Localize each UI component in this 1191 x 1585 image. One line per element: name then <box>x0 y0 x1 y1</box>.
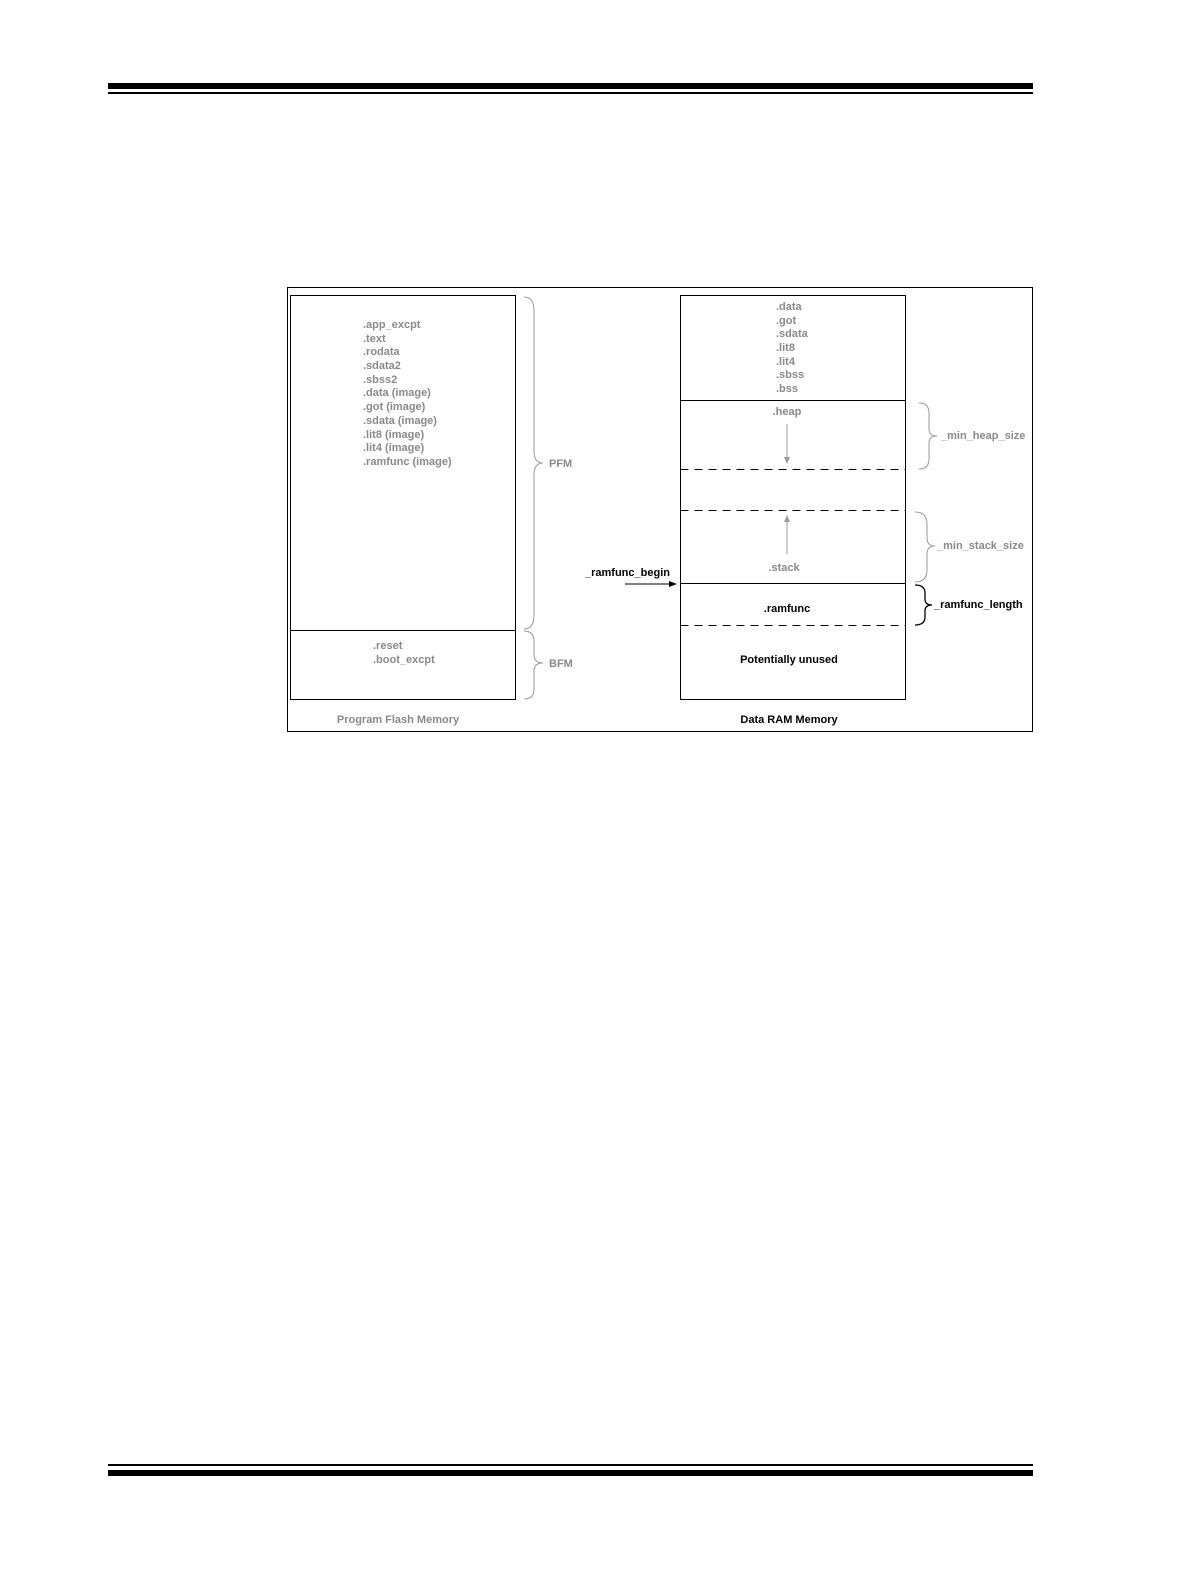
pfm-section: .app_excpt <box>363 319 421 331</box>
ram-data-section: .data <box>776 301 802 313</box>
bfm-brace-label: BFM <box>549 658 573 670</box>
pfm-section: .text <box>363 333 386 345</box>
ram-data-section: .sbss <box>776 369 805 381</box>
min-stack-size-brace <box>915 512 935 582</box>
pfm-section: .sdata (image) <box>363 415 437 427</box>
stack-label: .stack <box>768 562 800 574</box>
bottom-rule-thin <box>108 1464 1033 1466</box>
memory-map-figure <box>287 287 1033 732</box>
pfm-section: .sdata2 <box>363 360 401 372</box>
top-rule-thick <box>108 83 1033 89</box>
ramfunc-begin-arrow <box>625 581 677 587</box>
bfm-brace <box>524 631 543 699</box>
top-rule-thin <box>108 92 1033 94</box>
ram-data-section: .got <box>776 315 797 327</box>
bfm-section: .reset <box>373 640 403 652</box>
program-flash-memory <box>291 296 573 727</box>
bfm-section: .boot_excpt <box>373 654 435 666</box>
pfm-brace <box>524 297 543 629</box>
unused-label: Potentially unused <box>740 654 838 666</box>
pfm-section: .lit8 (image) <box>363 429 425 441</box>
pfm-brace-label: PFM <box>549 458 573 470</box>
ramfunc-begin-label: _ramfunc_begin <box>585 567 670 579</box>
ram-caption: Data RAM Memory <box>740 714 838 726</box>
pfm-caption: Program Flash Memory <box>336 714 460 726</box>
pfm-section: .data (image) <box>363 387 431 399</box>
ramfunc-label: .ramfunc <box>763 603 811 615</box>
pfm-section: .sbss2 <box>363 374 398 386</box>
pfm-section: .lit4 (image) <box>363 442 425 454</box>
stack-growth-arrow <box>784 515 790 554</box>
ram-data-section: .lit4 <box>776 356 795 368</box>
data-ram-memory <box>584 296 1025 727</box>
pfm-section-list <box>363 319 452 468</box>
min-heap-size-label: _min_heap_size <box>941 430 1026 442</box>
ramfunc-length-brace <box>915 585 932 625</box>
pfm-section: .got (image) <box>363 401 426 413</box>
bottom-rule-thick <box>108 1470 1033 1476</box>
min-stack-size-label: _min_stack_size <box>937 540 1024 552</box>
ram-data-section-list <box>776 301 809 395</box>
pfm-section: .rodata <box>363 346 400 358</box>
ram-data-section: .bss <box>776 383 799 395</box>
ram-data-section: .lit8 <box>776 342 795 354</box>
ramfunc-length-label: _ramfunc_length <box>934 599 1023 611</box>
min-heap-size-brace <box>919 403 937 469</box>
bfm-section-list <box>373 640 435 666</box>
ram-data-section: .sdata <box>776 328 808 340</box>
pfm-section: .ramfunc (image) <box>363 456 452 468</box>
heap-growth-arrow <box>784 424 790 464</box>
heap-label: .heap <box>772 406 802 418</box>
